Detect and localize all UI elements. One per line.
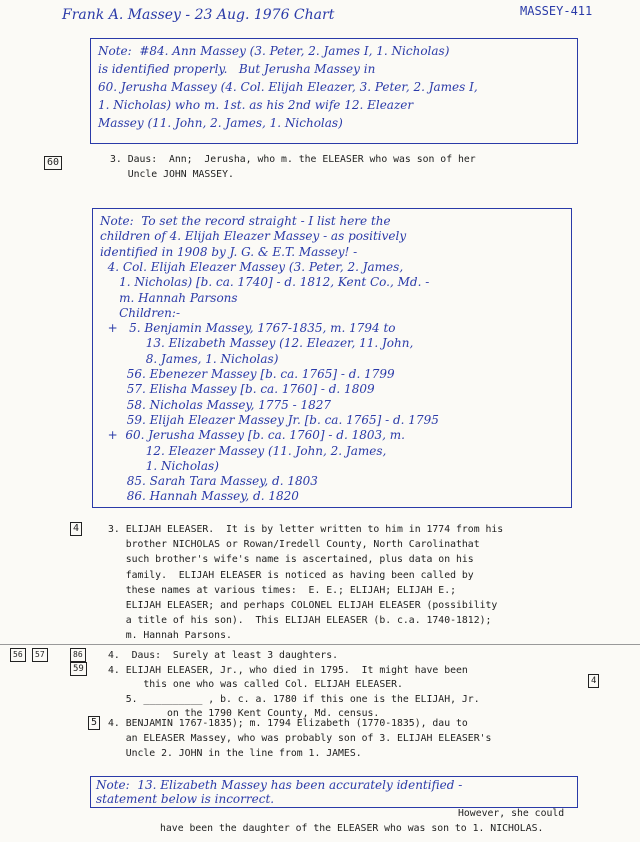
para-5-line: 4. BENJAMIN 1767-1835); m. 1794 Elizabeth (1770-1835), dau to	[108, 718, 468, 729]
para-4-line: these names at various times: E. E.; ELIJAH; ELIJAH E.;	[108, 584, 456, 596]
para-4-line: such brother's wife's name is ascertained, plus data on his	[108, 554, 474, 566]
closing-line-2: have been the daughter of the ELEASER who was son to 1. NICHOLAS.	[160, 823, 544, 834]
ref-tag-5: 5	[88, 716, 100, 730]
para-daus-line: 5. __________ , b. c. a. 1780 if this one is the ELIJAH, Jr.	[108, 693, 480, 705]
note-2-line: + 60. Jerusha Massey [b. ca. 1760] - d. 1803, m.	[100, 428, 405, 443]
note-2-line: 58. Nicholas Massey, 1775 - 1827	[100, 397, 332, 412]
chart-title: Frank A. Massey - 23 Aug. 1976 Chart	[62, 7, 335, 23]
para-60-line: Uncle JOHN MASSEY.	[110, 169, 234, 180]
note-1-line: Note: #84. Ann Massey (3. Peter, 2. James I, 1. Nicholas)	[98, 44, 450, 58]
para-daus-line: 4. Daus: Surely at least 3 daughters.	[108, 650, 339, 661]
section-divider	[0, 644, 640, 645]
para-4-line: ELIJAH ELEASER; and perhaps COLONEL ELIJAH ELEASER (possibility	[108, 600, 498, 611]
note-1-line: 60. Jerusha Massey (4. Col. Elijah Eleazer, 3. Peter, 2. James I,	[98, 80, 478, 94]
para-daus-line: on the 1790 Kent County, Md. census.	[108, 708, 380, 719]
note-2-line: 1. Nicholas)	[100, 458, 219, 473]
page-reference: MASSEY-411	[520, 4, 593, 18]
note-2-line: 4. Col. Elijah Eleazer Massey (3. Peter, 2. James,	[100, 259, 404, 274]
ref-tag-86: 86	[70, 648, 86, 662]
para-4-line: family. ELIJAH ELEASER is noticed as having been called by	[108, 569, 474, 581]
note-2-line: Children:-	[100, 305, 181, 320]
note-2-line: 56. Ebenezer Massey [b. ca. 1765] - d. 1799	[100, 367, 395, 381]
para-4-line: a title of his son). This ELIJAH ELEASER (b. c.a. 1740-1812);	[108, 615, 492, 627]
note-2-line: 12. Eleazer Massey (11. John, 2. James,	[100, 443, 387, 458]
note-2-line: 59. Elijah Eleazer Massey Jr. [b. ca. 1765] - d. 1795	[100, 412, 439, 427]
note-2-line: 85. Sarah Tara Massey, d. 1803	[100, 474, 318, 489]
para-4-line: brother NICHOLAS or Rowan/Iredell County, North Carolinathat	[108, 539, 480, 551]
para-4-line: 3. ELIJAH ELEASER. It is by letter written to him in 1774 from his	[108, 524, 504, 535]
note-1-line: is identified properly. But Jerusha Massey in	[98, 62, 376, 76]
note-3-line: Note: 13. Elizabeth Massey has been accurately identified -	[96, 778, 463, 792]
note-2-line: m. Hannah Parsons	[100, 290, 238, 305]
ref-tag-56: 56	[10, 648, 26, 662]
note-2-line: children of 4. Elijah Eleazer Massey - as positively	[100, 229, 407, 244]
note-2-line: 8. James, 1. Nicholas)	[100, 351, 279, 366]
ref-tag-60: 60	[44, 156, 62, 170]
ref-tag-57: 57	[32, 648, 48, 662]
para-daus-line: this one who was called Col. ELIJAH ELEASER.	[108, 679, 403, 690]
closing-line-1: However, she could	[458, 808, 565, 819]
para-5-line: Uncle 2. JOHN in the line from 1. JAMES.	[108, 748, 362, 759]
para-60-line: 3. Daus: Ann; Jerusha, who m. the ELEASER who was son of her	[110, 154, 476, 165]
note-2-line: 86. Hannah Massey, d. 1820	[100, 489, 299, 504]
note-1-line: 1. Nicholas) who m. 1st. as his 2nd wife 12. Eleazer	[98, 98, 414, 112]
note-2-line: Note: To set the record straight - I list here the	[100, 214, 391, 228]
para-4-line: m. Hannah Parsons.	[108, 630, 232, 642]
note-1-line: Massey (11. John, 2. James, 1. Nicholas)	[98, 116, 343, 130]
para-daus-line: 4. ELIJAH ELEASER, Jr., who died in 1795. It might have been	[108, 664, 468, 676]
ref-tag-59: 59	[70, 662, 87, 676]
note-2-line: 1. Nicholas) [b. ca. 1740] - d. 1812, Kent Co., Md. -	[100, 275, 430, 290]
note-2-line: 57. Elisha Massey [b. ca. 1760] - d. 1809	[100, 382, 375, 397]
note-3-line: statement below is incorrect.	[96, 792, 275, 806]
ref-tag-4: 4	[70, 522, 82, 536]
note-2-line: + 5. Benjamin Massey, 1767-1835, m. 1794 to	[100, 321, 396, 336]
note-2-line: 13. Elizabeth Massey (12. Eleazer, 11. John,	[100, 336, 414, 351]
note-2-line: identified in 1908 by J. G. & E.T. Massey! -	[100, 244, 358, 259]
para-5-line: an ELEASER Massey, who was probably son of 3. ELIJAH ELEASER's	[108, 733, 492, 744]
ref-tag-side-4: 4	[588, 674, 599, 688]
